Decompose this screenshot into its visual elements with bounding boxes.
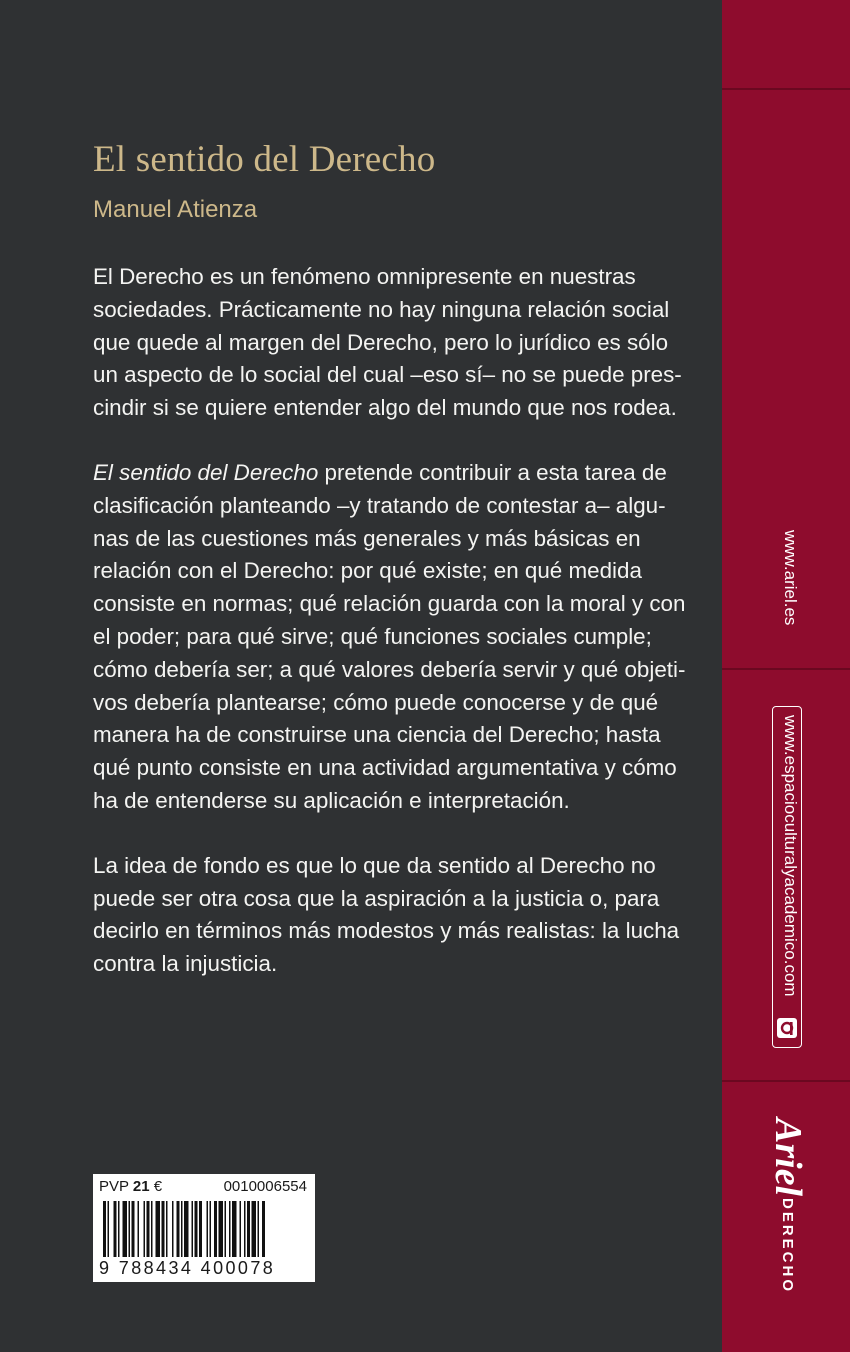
blurb-line: cómo debería ser; a qué valores debería servir y qué objeti-	[93, 656, 686, 682]
barcode-bar	[156, 1201, 161, 1257]
blurb-line	[93, 457, 667, 490]
blurb-line: sociedades. Prácticamente no hay ninguna relación social	[93, 296, 670, 322]
blurb-line: relación con el Derecho: por qué existe; en qué medida	[93, 558, 642, 584]
blurb-paragraph-3	[93, 850, 680, 981]
barcode-bar	[151, 1201, 153, 1257]
barcode-bar	[181, 1201, 183, 1257]
blurb-line: contra la injusticia.	[93, 951, 278, 977]
barcode-bar	[240, 1201, 242, 1257]
barcode-bar	[129, 1201, 131, 1257]
barcode-bar	[172, 1201, 174, 1257]
barcode-bar	[225, 1201, 227, 1257]
barcode-bar	[118, 1201, 120, 1257]
blurb-line: nas de las cuestiones más generales y más básicas en	[93, 525, 641, 551]
p-logo-icon	[777, 1018, 797, 1038]
barcode-bar	[258, 1201, 260, 1257]
book-author: Manuel Atienza	[93, 196, 258, 223]
barcode-bar	[195, 1201, 198, 1257]
barcode-bar	[262, 1201, 265, 1257]
barcode-bar	[108, 1201, 110, 1257]
barcode-bar	[199, 1201, 202, 1257]
price-value: 21	[132, 1178, 150, 1195]
barcode-bar	[229, 1201, 231, 1257]
barcode-bar	[177, 1201, 180, 1257]
barcode-label	[93, 1174, 315, 1282]
barcode-bar	[147, 1201, 150, 1257]
blurb-line: clasificación planteando –y tratando de contestar a– algu-	[93, 492, 666, 518]
barcode-bar	[144, 1201, 146, 1257]
blurb-line: qué punto consiste en una actividad argumentativa y cómo	[93, 755, 677, 781]
blurb-line: un aspecto de lo social del cual –eso sí– no se puede pres-	[93, 362, 682, 388]
book-title-italic: El sentido del Derecho	[93, 459, 319, 485]
secondary-website: www.espacioculturalyacademico.com	[781, 715, 800, 997]
barcode-bar	[219, 1201, 224, 1257]
blurb-line: puede ser otra cosa que la aspiración a la justicia o, para	[93, 885, 660, 911]
barcode-bar	[166, 1201, 168, 1257]
barcode-bar	[138, 1201, 140, 1257]
barcode-bar	[192, 1201, 194, 1257]
barcode-bar	[244, 1201, 246, 1257]
publisher-logo: Ariel	[767, 1118, 809, 1197]
barcode-bar	[252, 1201, 257, 1257]
barcode-bar	[214, 1201, 217, 1257]
spine-divider	[722, 88, 850, 90]
blurb-line: manera ha de construirse una ciencia del Derecho; hasta	[93, 722, 661, 748]
barcode-bar	[184, 1201, 189, 1257]
product-code: 0010006554	[223, 1178, 307, 1195]
blurb-line: que quede al margen del Derecho, pero lo jurídico es sólo	[93, 329, 669, 355]
blurb-line: vos debería plantearse; cómo puede conocerse y de qué	[93, 689, 659, 715]
blurb-paragraph-2	[93, 457, 686, 818]
barcode-bars	[103, 1201, 307, 1257]
barcode-bar	[207, 1201, 209, 1257]
barcode-bar	[123, 1201, 128, 1257]
blurb-line: ha de entenderse su aplicación e interpretación.	[93, 787, 570, 813]
isbn-number: 9 788434 400078	[99, 1258, 276, 1278]
currency: €	[153, 1178, 163, 1195]
barcode-bar	[247, 1201, 250, 1257]
blurb-line: consiste en normas; qué relación guarda con la moral y con	[93, 591, 686, 617]
spine-divider	[722, 1080, 850, 1082]
pvp-text: PVP	[99, 1178, 129, 1195]
barcode-bar	[210, 1201, 212, 1257]
blurb-line: El Derecho es un fenómeno omnipresente en nuestras	[93, 264, 636, 289]
book-title: El sentido del Derecho	[93, 139, 436, 180]
blurb-line-rest: pretende contribuir a esta tarea de	[318, 459, 667, 485]
blurb-paragraph-1	[93, 261, 682, 425]
spine-divider	[722, 668, 850, 670]
price-label	[99, 1178, 162, 1195]
barcode-bar	[132, 1201, 135, 1257]
barcode-bar	[103, 1201, 106, 1257]
publisher-website: www.ariel.es	[781, 530, 800, 626]
blurb	[93, 261, 686, 1013]
blurb-line: cindir si se quiere entender algo del mundo que nos rodea.	[93, 395, 677, 421]
barcode-bar	[162, 1201, 165, 1257]
blurb-line: el poder; para qué sirve; qué funciones sociales cumple;	[93, 623, 652, 649]
collection-label: DERECHO	[779, 1198, 796, 1295]
barcode-bar	[232, 1201, 237, 1257]
barcode-bar	[114, 1201, 117, 1257]
blurb-line: La idea de fondo es que lo que da sentido al Derecho no	[93, 852, 656, 878]
blurb-line: decirlo en términos más modestos y más realistas: la lucha	[93, 918, 680, 944]
